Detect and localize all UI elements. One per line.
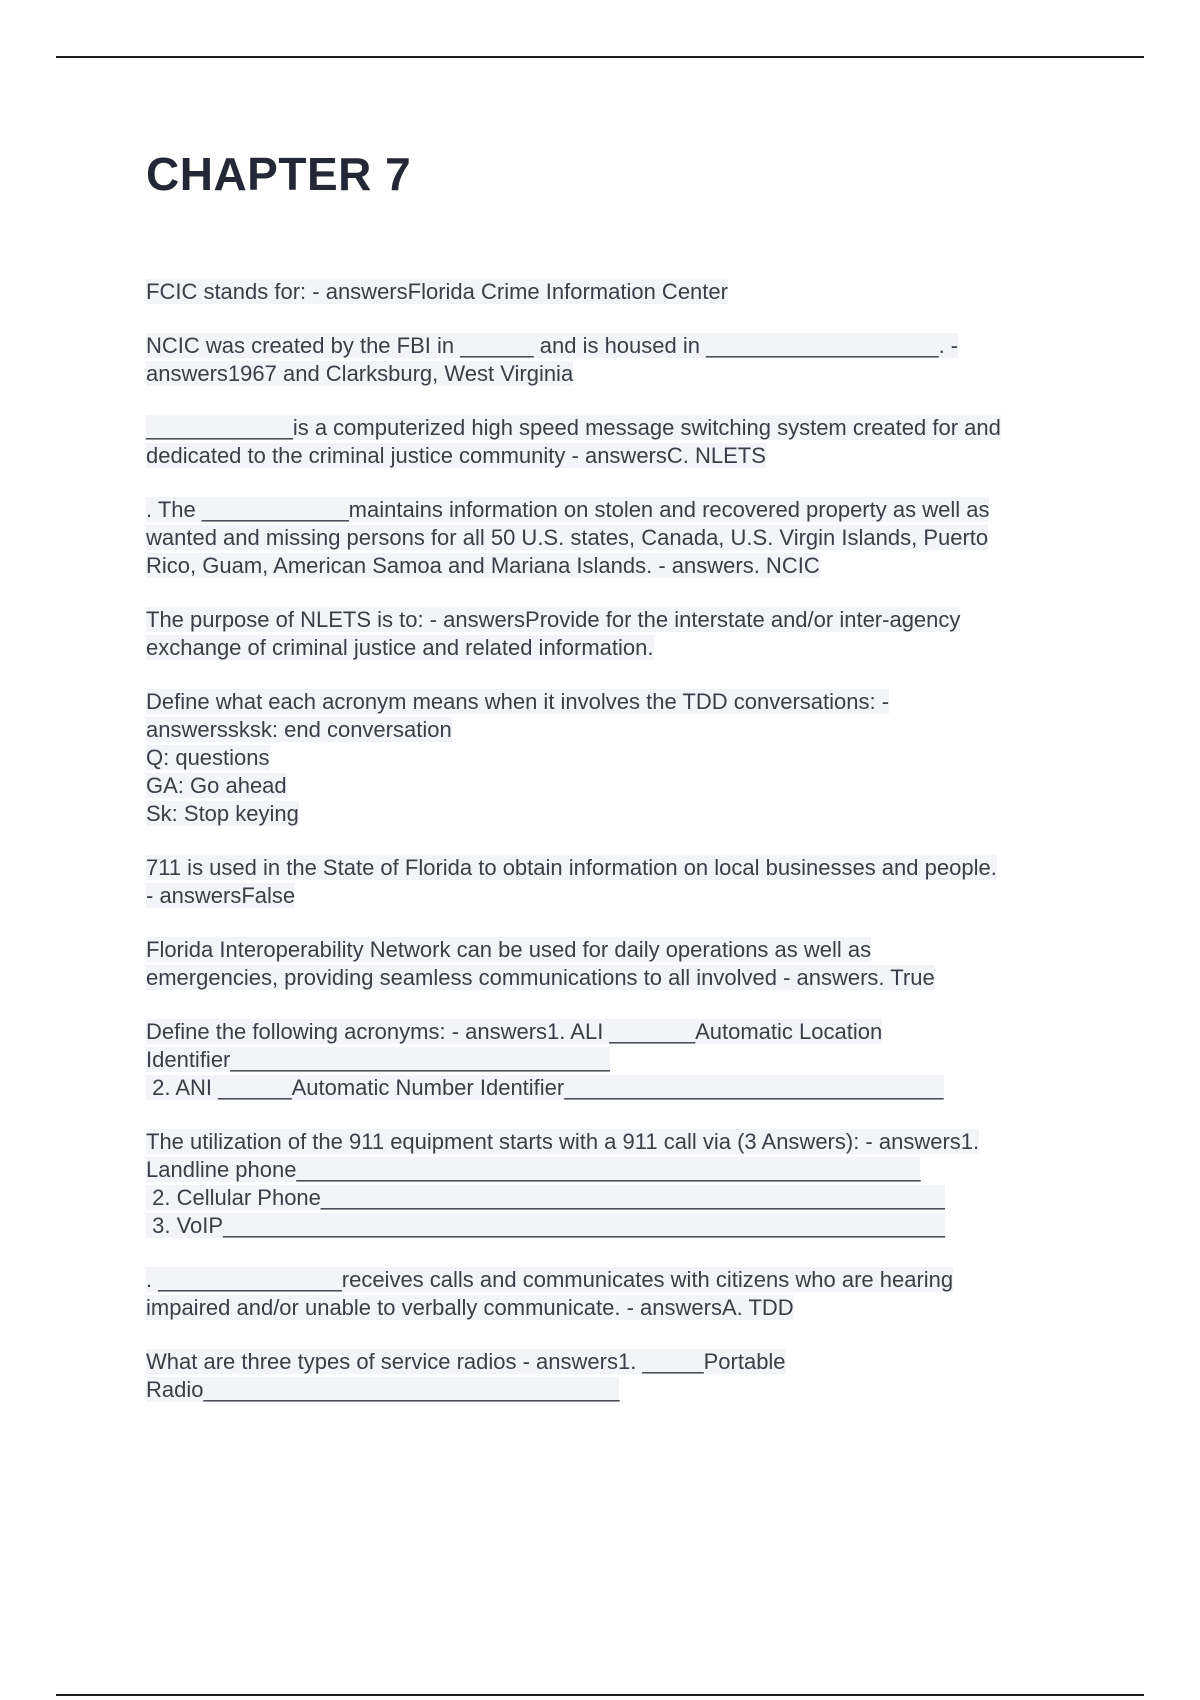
qa-line: 2. ANI ______Automatic Number Identifier_______________________________: [146, 1075, 944, 1100]
qa-line: NCIC was created by the FBI in ______ and is housed in ___________________. -: [146, 333, 959, 358]
qa-item: [146, 332, 1096, 388]
qa-line: Rico, Guam, American Samoa and Mariana Islands. - answers. NCIC: [146, 553, 820, 578]
qa-line: Define the following acronyms: - answers1. ALI _______Automatic Location: [146, 1019, 883, 1044]
qa-item: [146, 606, 1096, 662]
qa-line: ____________is a computerized high speed message switching system created for and: [146, 415, 1001, 440]
qa-line: impaired and/or unable to verbally communicate. - answersA. TDD: [146, 1295, 794, 1320]
qa-line: Identifier_______________________________: [146, 1047, 610, 1072]
qa-item: [146, 1018, 1096, 1102]
qa-item: [146, 278, 1096, 306]
qa-line: The utilization of the 911 equipment starts with a 911 call via (3 Answers): - answers1.: [146, 1129, 980, 1154]
qa-line: - answersFalse: [146, 883, 296, 908]
qa-line: dedicated to the criminal justice community - answersC. NLETS: [146, 443, 766, 468]
document-body: [146, 146, 1096, 1430]
qa-line: GA: Go ahead: [146, 773, 287, 798]
qa-line: FCIC stands for: - answersFlorida Crime Information Center: [146, 279, 728, 304]
qa-line: . The ____________maintains information on stolen and recovered property as well as: [146, 497, 990, 522]
qa-item: [146, 414, 1096, 470]
qa-line: wanted and missing persons for all 50 U.S. states, Canada, U.S. Virgin Islands, Puerto: [146, 525, 989, 550]
qa-line: Sk: Stop keying: [146, 801, 299, 826]
qa-line: Radio__________________________________: [146, 1377, 620, 1402]
qa-line: Landline phone___________________________________________________: [146, 1157, 921, 1182]
qa-item: [146, 688, 1096, 828]
qa-line: 711 is used in the State of Florida to obtain information on local businesses and people.: [146, 855, 997, 880]
qa-line: 2. Cellular Phone___________________________________________________: [146, 1185, 945, 1210]
qa-line: . _______________receives calls and communicates with citizens who are hearing: [146, 1267, 954, 1292]
qa-item: [146, 1266, 1096, 1322]
top-rule: [56, 56, 1144, 58]
qa-line: Florida Interoperability Network can be used for daily operations as well as: [146, 937, 872, 962]
qa-line: The purpose of NLETS is to: - answersProvide for the interstate and/or inter-agency: [146, 607, 961, 632]
qa-line: emergencies, providing seamless communications to all involved - answers. True: [146, 965, 935, 990]
qa-item: [146, 854, 1096, 910]
qa-item: [146, 496, 1096, 580]
qa-line: exchange of criminal justice and related information.: [146, 635, 654, 660]
bottom-rule: [56, 1694, 1144, 1696]
qa-line: answers1967 and Clarksburg, West Virginia: [146, 361, 574, 386]
qa-line: Q: questions: [146, 745, 270, 770]
qa-item: [146, 1128, 1096, 1240]
qa-line: 3. VoIP___________________________________________________________: [146, 1213, 945, 1238]
qa-item: [146, 1348, 1096, 1404]
qa-line: Define what each acronym means when it involves the TDD conversations: -: [146, 689, 890, 714]
page-title: CHAPTER 7: [146, 148, 412, 200]
qa-item: [146, 936, 1096, 992]
qa-list: [146, 278, 1096, 1404]
qa-line: answerssksk: end conversation: [146, 717, 452, 742]
qa-line: What are three types of service radios - answers1. _____Portable: [146, 1349, 786, 1374]
